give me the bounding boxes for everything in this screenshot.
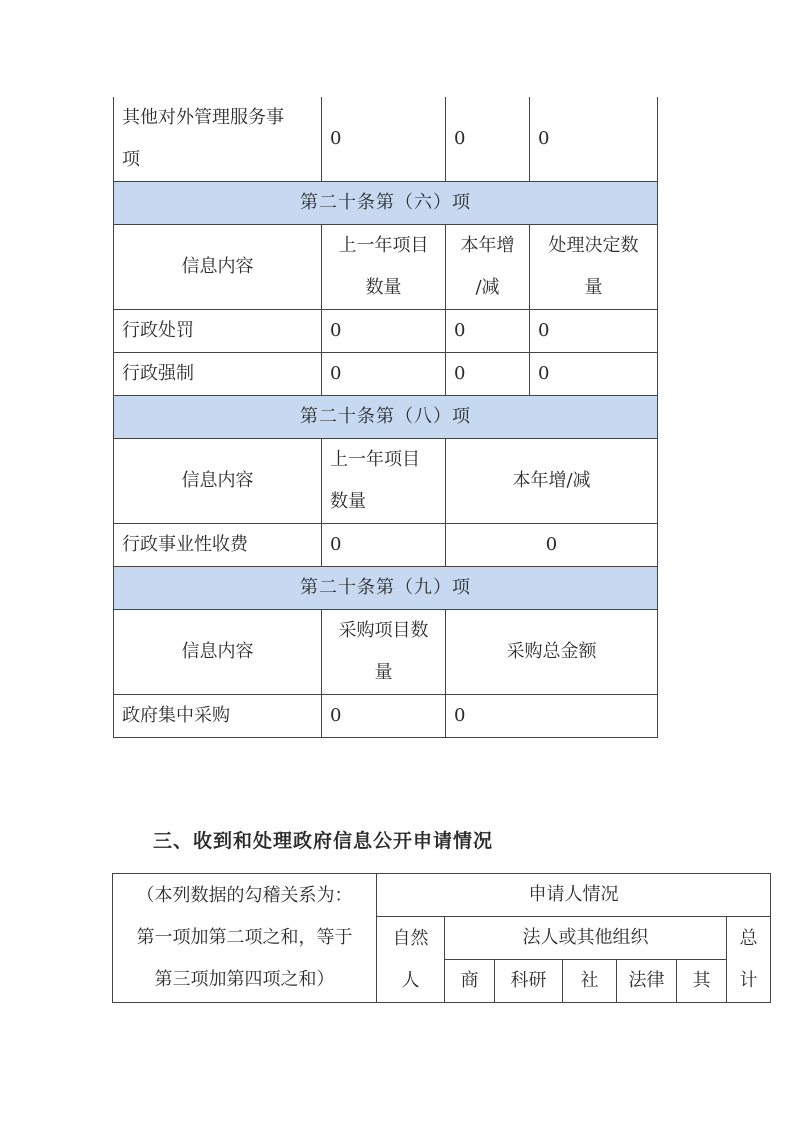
column-header: 采购项目数 量 bbox=[322, 610, 446, 695]
total-header: 总 计 bbox=[727, 917, 771, 1003]
value-cell: 0 bbox=[530, 97, 658, 182]
natural-person-header: 自然 人 bbox=[377, 917, 445, 1003]
column-header: 上一年项目 数量 bbox=[322, 225, 446, 310]
column-header: 信息内容 bbox=[114, 225, 322, 310]
column-header: 上一年项目 数量 bbox=[322, 439, 446, 524]
value-cell: 0 bbox=[322, 310, 446, 353]
column-header: 本年增 /减 bbox=[446, 225, 530, 310]
value-cell: 0 bbox=[322, 695, 446, 738]
column-header: 处理决定数 量 bbox=[530, 225, 658, 310]
item-cell: 行政事业性收费 bbox=[114, 524, 322, 567]
section-title: 第二十条第（六）项 bbox=[114, 182, 658, 225]
relation-note: （本列数据的勾稽关系为： 第一项加第二项之和，等于 第三项加第四项之和） bbox=[113, 874, 377, 1003]
section-title: 第二十条第（九）项 bbox=[114, 567, 658, 610]
org-type-header: 社 bbox=[563, 960, 617, 1003]
section-header-row bbox=[114, 182, 658, 225]
item-cell: 其他对外管理服务事 项 bbox=[114, 97, 322, 182]
value-cell: 0 bbox=[446, 524, 658, 567]
org-type-header: 其 bbox=[677, 960, 727, 1003]
application-table bbox=[112, 873, 771, 1003]
value-cell: 0 bbox=[446, 353, 530, 396]
applicant-header: 申请人情况 bbox=[377, 874, 771, 917]
value-cell: 0 bbox=[322, 97, 446, 182]
column-header: 信息内容 bbox=[114, 610, 322, 695]
legal-org-header: 法人或其他组织 bbox=[445, 917, 727, 960]
value-cell: 0 bbox=[530, 353, 658, 396]
org-type-header: 法律 bbox=[617, 960, 677, 1003]
value-cell: 0 bbox=[322, 353, 446, 396]
section-heading: 三、收到和处理政府信息公开申请情况 bbox=[153, 830, 494, 852]
table-row bbox=[113, 874, 771, 917]
value-cell: 0 bbox=[446, 695, 658, 738]
table-row bbox=[114, 695, 658, 738]
column-header: 采购总金额 bbox=[446, 610, 658, 695]
table-row bbox=[114, 310, 658, 353]
column-header: 本年增/减 bbox=[446, 439, 658, 524]
org-type-header: 科研 bbox=[495, 960, 563, 1003]
value-cell: 0 bbox=[322, 524, 446, 567]
column-header-row bbox=[114, 439, 658, 524]
disclosure-table bbox=[113, 97, 658, 738]
column-header: 信息内容 bbox=[114, 439, 322, 524]
section-header-row bbox=[114, 567, 658, 610]
item-cell: 行政处罚 bbox=[114, 310, 322, 353]
value-cell: 0 bbox=[446, 97, 530, 182]
section-header-row bbox=[114, 396, 658, 439]
column-header-row bbox=[114, 610, 658, 695]
section-title: 第二十条第（八）项 bbox=[114, 396, 658, 439]
table-row bbox=[114, 97, 658, 182]
item-cell: 行政强制 bbox=[114, 353, 322, 396]
table-row bbox=[114, 524, 658, 567]
table-row bbox=[114, 353, 658, 396]
item-cell: 政府集中采购 bbox=[114, 695, 322, 738]
org-type-header: 商 bbox=[445, 960, 495, 1003]
value-cell: 0 bbox=[530, 310, 658, 353]
column-header-row bbox=[114, 225, 658, 310]
value-cell: 0 bbox=[446, 310, 530, 353]
